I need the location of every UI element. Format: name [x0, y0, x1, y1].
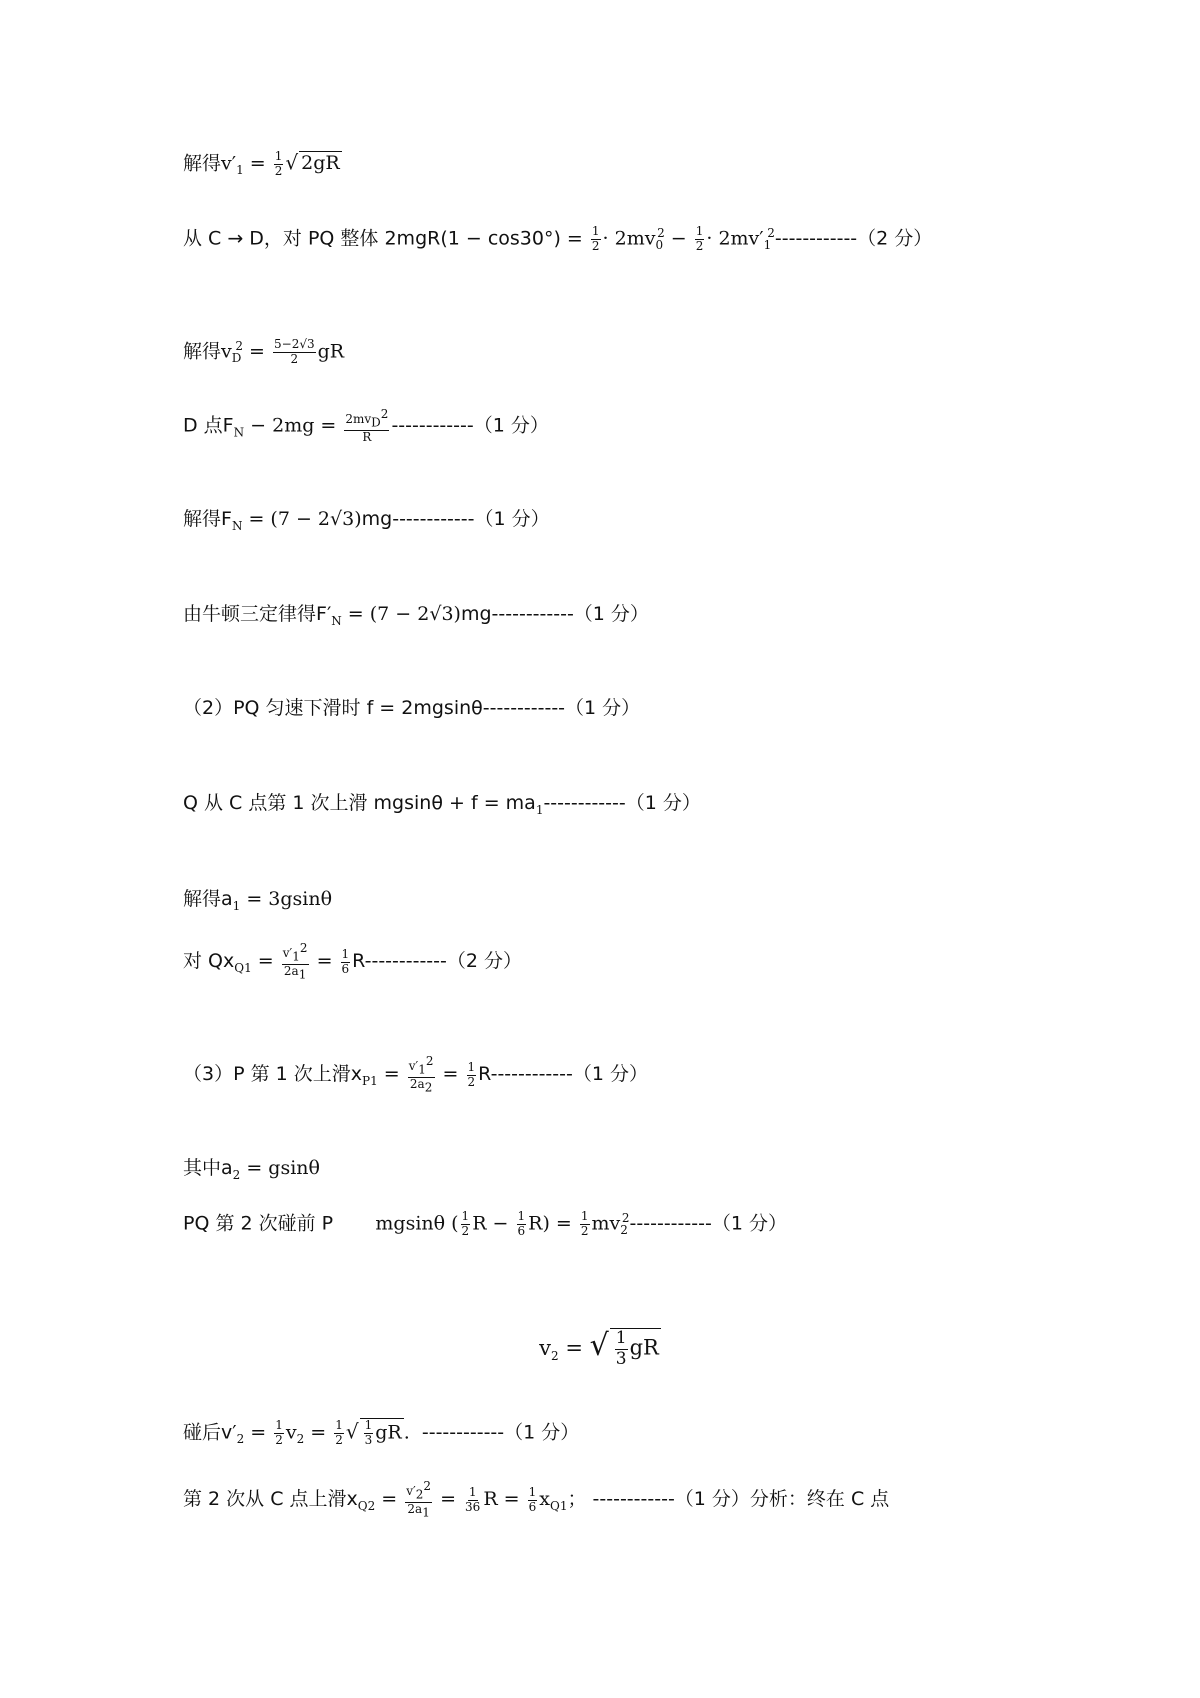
eq-line-7: （2）PQ 匀速下滑时 f = 2mgsinθ------------（1 分）: [183, 697, 641, 719]
eq-line-14: $v_2$ = √ $\frac{1}{3}$ gR: [539, 1328, 659, 1369]
eq-line-10: 对 $Qx_{Q1}$ = $\frac{v'_1^2}{2a_1}$ = $\frac{1}{6}$ R------------（2 分）: [183, 941, 523, 982]
eq-line-11: （3）P 第 1 次上滑$x_{P1}$ = $\frac{v'_1^2}{2a_2}$ = $\frac{1}{2}$ R------------（1 分）: [183, 1054, 648, 1095]
eq-line-6: 由牛顿三定律得$F'_N = (7 - 2√3)mg------------(1$ 分）: [183, 603, 649, 628]
eq-line-5: 解得$F_N = (7 - 2√3)mg------------(1$ 分）: [183, 508, 550, 533]
eq-line-1: 解得$v'_1$ = $\frac{1}{2}$ √ 2gR: [183, 149, 340, 178]
eq-line-3: 解得$v_D^2$ = $\frac{5-2√3}{2}$ gR: [183, 337, 345, 366]
eq-line-2: 从 C → D，对 PQ 整体 2mgR(1 − cos30°) = $\frac{1}{2}$ · $2mv_0^2$ − $\frac{1}{2}$ · $2mv'_1^2------------(2$ 分）: [183, 224, 933, 253]
eq-line-13: PQ 第 2 次碰前 P mgsinθ ( $\frac{1}{2}$ R − $\frac{1}{6}$ R) = $\frac{1}{2}$ $mv_2^2------------(1$ 分）: [183, 1209, 787, 1238]
eq-line-15: 碰后$v'_2$ = $\frac{1}{2}$ $v_2$ = $\frac{1}{2}$ √ $\frac{1}{3}$ gR . ------------（1 分）: [183, 1418, 580, 1447]
eq-line-12: 其中$a_2 = gsin\theta$: [183, 1157, 320, 1182]
eq-line-9: 解得$a_1 = 3gsin\theta$: [183, 888, 333, 913]
eq-line-4: D 点$F_N - 2mg$ = $\frac{2mv_D^2}{R}$ ------------（1 分）: [183, 407, 549, 445]
eq-line-8: Q 从 C 点第 1 次上滑 $mgsin\theta + f = ma_1------------(1$ 分）: [183, 792, 701, 817]
eq-line-16: 第 2 次从 C 点上滑$x_{Q2}$ = $\frac{v'_2^2}{2a_1}$ = $\frac{1}{36}$ R = $\frac{1}{6}$ $x_{Q1}$； ------------（1 分）分析：终在 C 点: [183, 1479, 890, 1520]
